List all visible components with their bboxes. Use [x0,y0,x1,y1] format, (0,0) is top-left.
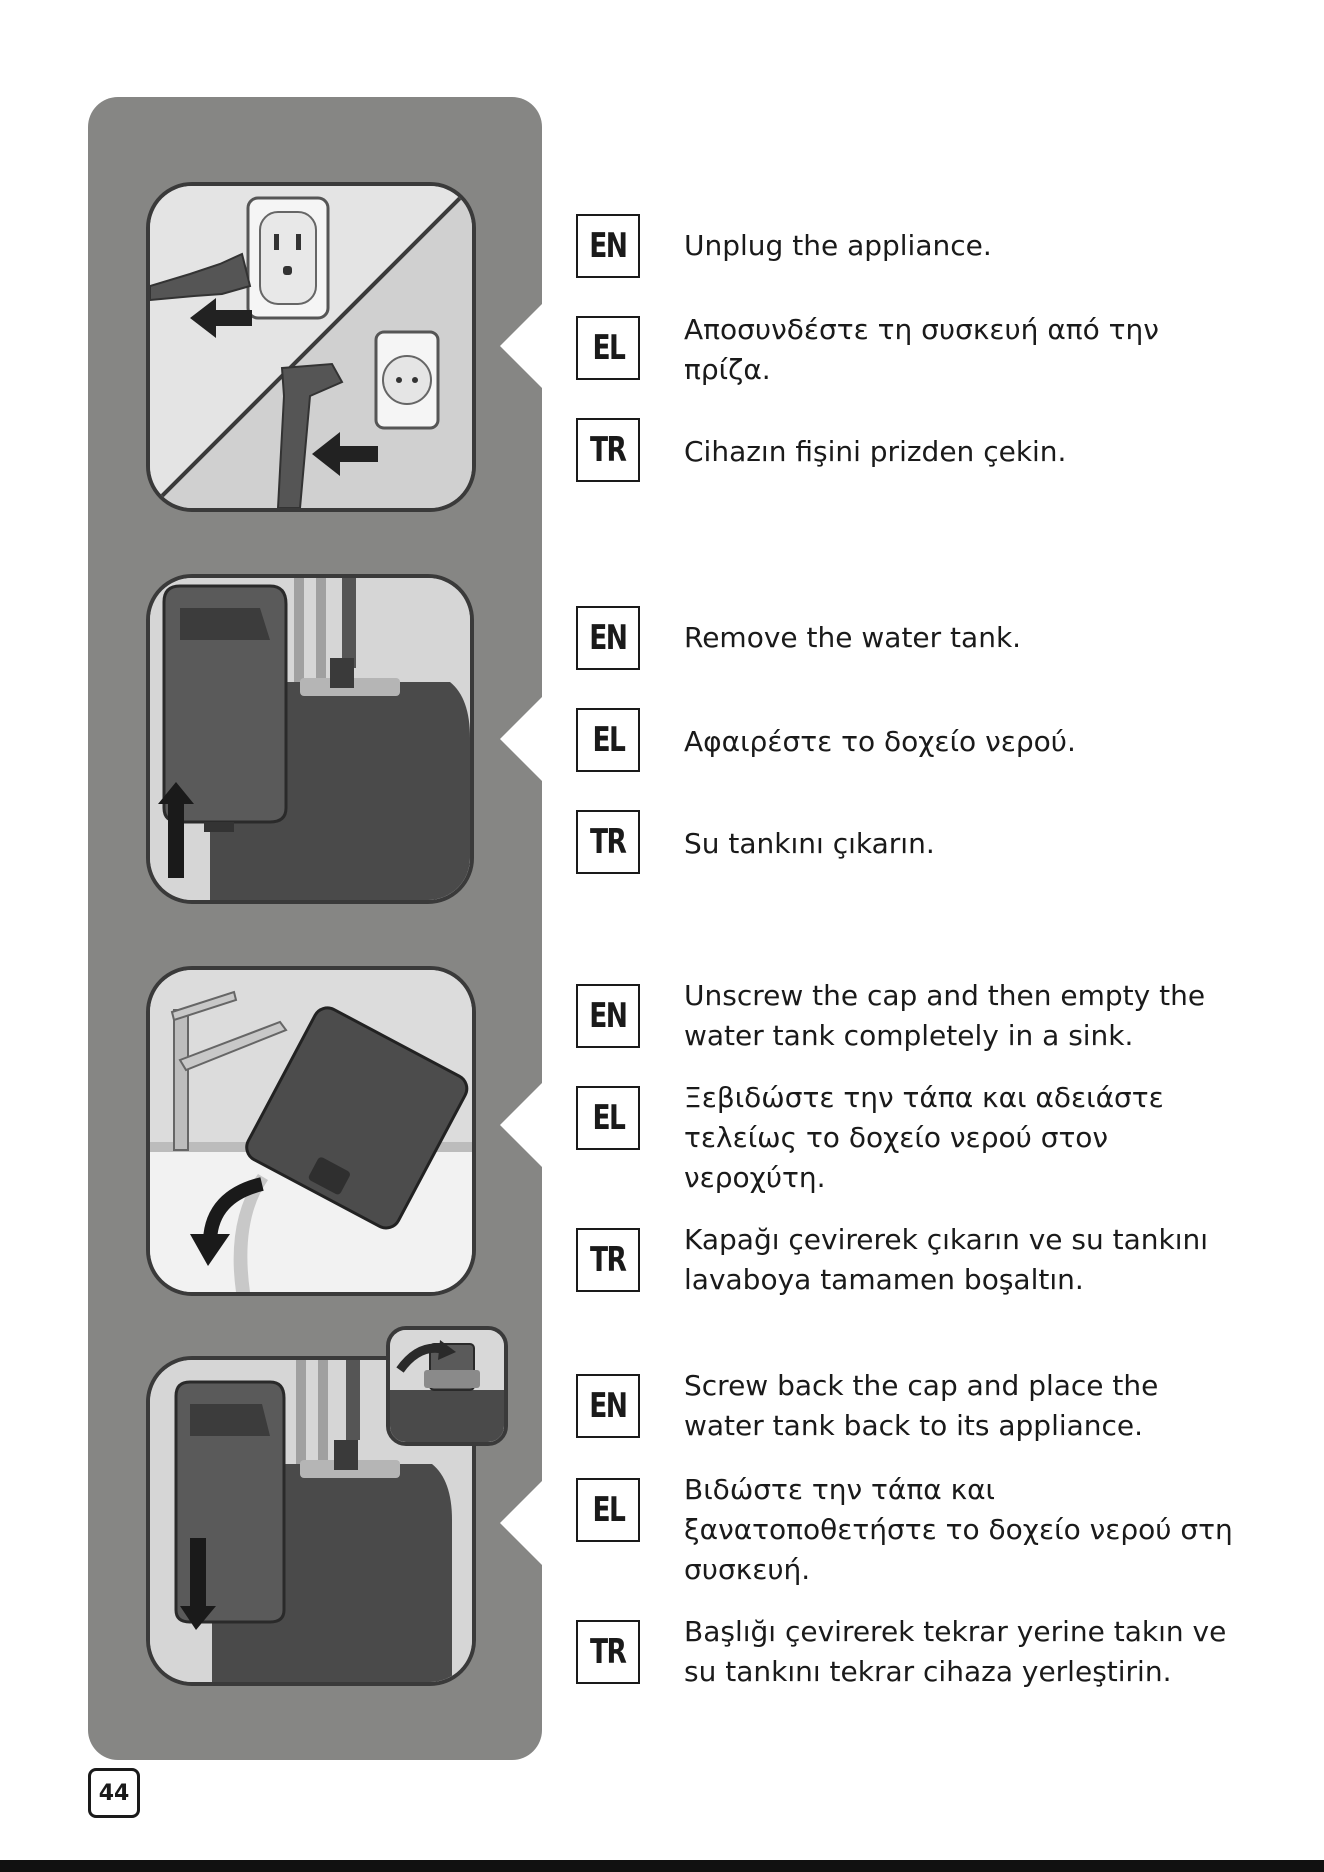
lang-code-tr: TR [576,418,640,482]
sidebar-notch [500,304,542,388]
lang-code-tr: TR [576,1620,640,1684]
step-4-text-tr: Başlığı çevirerek tekrar yerine takın ve su tankını tekrar cihaza yerleştirin. [684,1615,1227,1688]
page-number: 44 [88,1768,140,1818]
step-2-text-el: Αφαιρέστε το δοχείο νερού. [684,725,1076,758]
step-2-text-tr: Su tankını çıkarın. [684,827,935,860]
sidebar-notch [500,1083,542,1167]
step-3-text-en: Unscrew the cap and then empty the water tank completely in a sink. [684,979,1206,1052]
empty-water-tank-illustration [146,966,476,1296]
lang-code-el: EL [576,1478,640,1542]
step-4-text-el: Βιδώστε την τάπα και ξανατοποθετήστε το δοχείο νερού στη συσκευή. [684,1473,1233,1586]
step-3-text-el: Ξεβιδώστε την τάπα και αδειάστε τελείως το δοχείο νερού στον νεροχύτη. [684,1081,1164,1194]
lang-code-en: EN [576,214,640,278]
step-1-text-tr: Cihazın fişini prizden çekin. [684,435,1067,468]
remove-water-tank-illustration [146,574,474,904]
step-1-text-el: Αποσυνδέστε τη συσκευή από την πρίζα. [684,313,1159,386]
lang-code-tr: TR [576,1228,640,1292]
step-2-text-en: Remove the water tank. [684,621,1022,654]
lang-code-el: EL [576,316,640,380]
step-4-text-en: Screw back the cap and place the water tank back to its appliance. [684,1369,1159,1442]
lang-code-en: EN [576,1374,640,1438]
bottom-rule [0,1860,1324,1872]
step-3-text-tr: Kapağı çevirerek çıkarın ve su tankını lavaboya tamamen boşaltın. [684,1223,1209,1296]
lang-code-el: EL [576,1086,640,1150]
lang-code-tr: TR [576,810,640,874]
sidebar-notch [500,1481,542,1565]
lang-code-el: EL [576,708,640,772]
lang-code-en: EN [576,606,640,670]
unplug-appliance-illustration [146,182,476,512]
screw-cap-inset-illustration [386,1326,508,1446]
lang-code-en: EN [576,984,640,1048]
sidebar-notch [500,697,542,781]
step-1-text-en: Unplug the appliance. [684,229,992,262]
